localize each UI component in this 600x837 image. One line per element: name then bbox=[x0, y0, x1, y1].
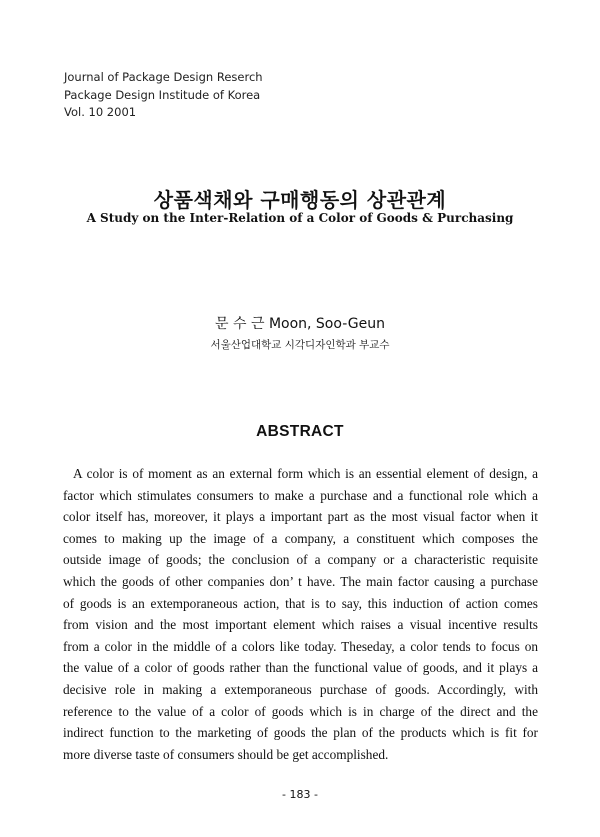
abstract-line: of goods is an extemporaneous action, that is to say, this induction of action comes bbox=[63, 595, 538, 611]
abstract-line: from a color in the middle of a colors like today. Theseday, a color tends to focus on bbox=[63, 638, 538, 654]
abstract-line: comes to making up the image of a company, a constituent which composes the bbox=[63, 530, 538, 546]
abstract-line: which the goods of other companies don’ t have. The main factor causing a purchase bbox=[63, 573, 538, 589]
abstract-line: the value of a color of goods rather than the functional value of goods, and it plays a bbox=[63, 660, 538, 676]
journal-volume: Vol. 10 2001 bbox=[64, 105, 137, 119]
page-number: - 183 - bbox=[282, 788, 318, 801]
author-name: 문 수 근 Moon, Soo-Geun bbox=[215, 316, 385, 332]
abstract-line: reference to the value of a color of goods which is in charge of the direct and the bbox=[63, 703, 538, 719]
abstract-line: indirect function to the marketing of goods the plan of the products which is fit for bbox=[63, 725, 538, 741]
abstract-line: decisive role in making a extemporaneous purchase of goods. Accordingly, with bbox=[63, 681, 538, 697]
abstract-line: color itself has, moreover, it plays a important part as the most visual factor when it bbox=[63, 509, 538, 525]
abstract-body bbox=[63, 463, 538, 765]
journal-institute: Package Design Institude of Korea bbox=[64, 87, 261, 102]
abstract-line: A color is of moment as an external form which is an essential element of design, a bbox=[73, 466, 538, 481]
title-korean: 상품색채와 구매행동의 상관관계 bbox=[153, 188, 447, 212]
abstract-line: more diverse taste of consumers should be get accomplished. bbox=[63, 746, 389, 762]
abstract-line: factor which stimulates consumers to make a purchase and a functional role which a bbox=[63, 487, 538, 503]
title-english: A Study on the Inter-Relation of a Color of Goods & Purchasing bbox=[86, 211, 514, 225]
journal-info bbox=[64, 69, 263, 122]
journal-name: Journal of Package Design Reserch bbox=[64, 70, 263, 84]
author-affiliation: 서울산업대학교 시각디자인학과 부교수 bbox=[210, 339, 390, 351]
abstract-heading: ABSTRACT bbox=[256, 423, 344, 440]
abstract-line: outside image of goods; the conclusion of a company or a characteristic requisite bbox=[63, 552, 538, 568]
abstract-line: from vision and the most important element which raises a visual incentive results bbox=[63, 617, 538, 633]
